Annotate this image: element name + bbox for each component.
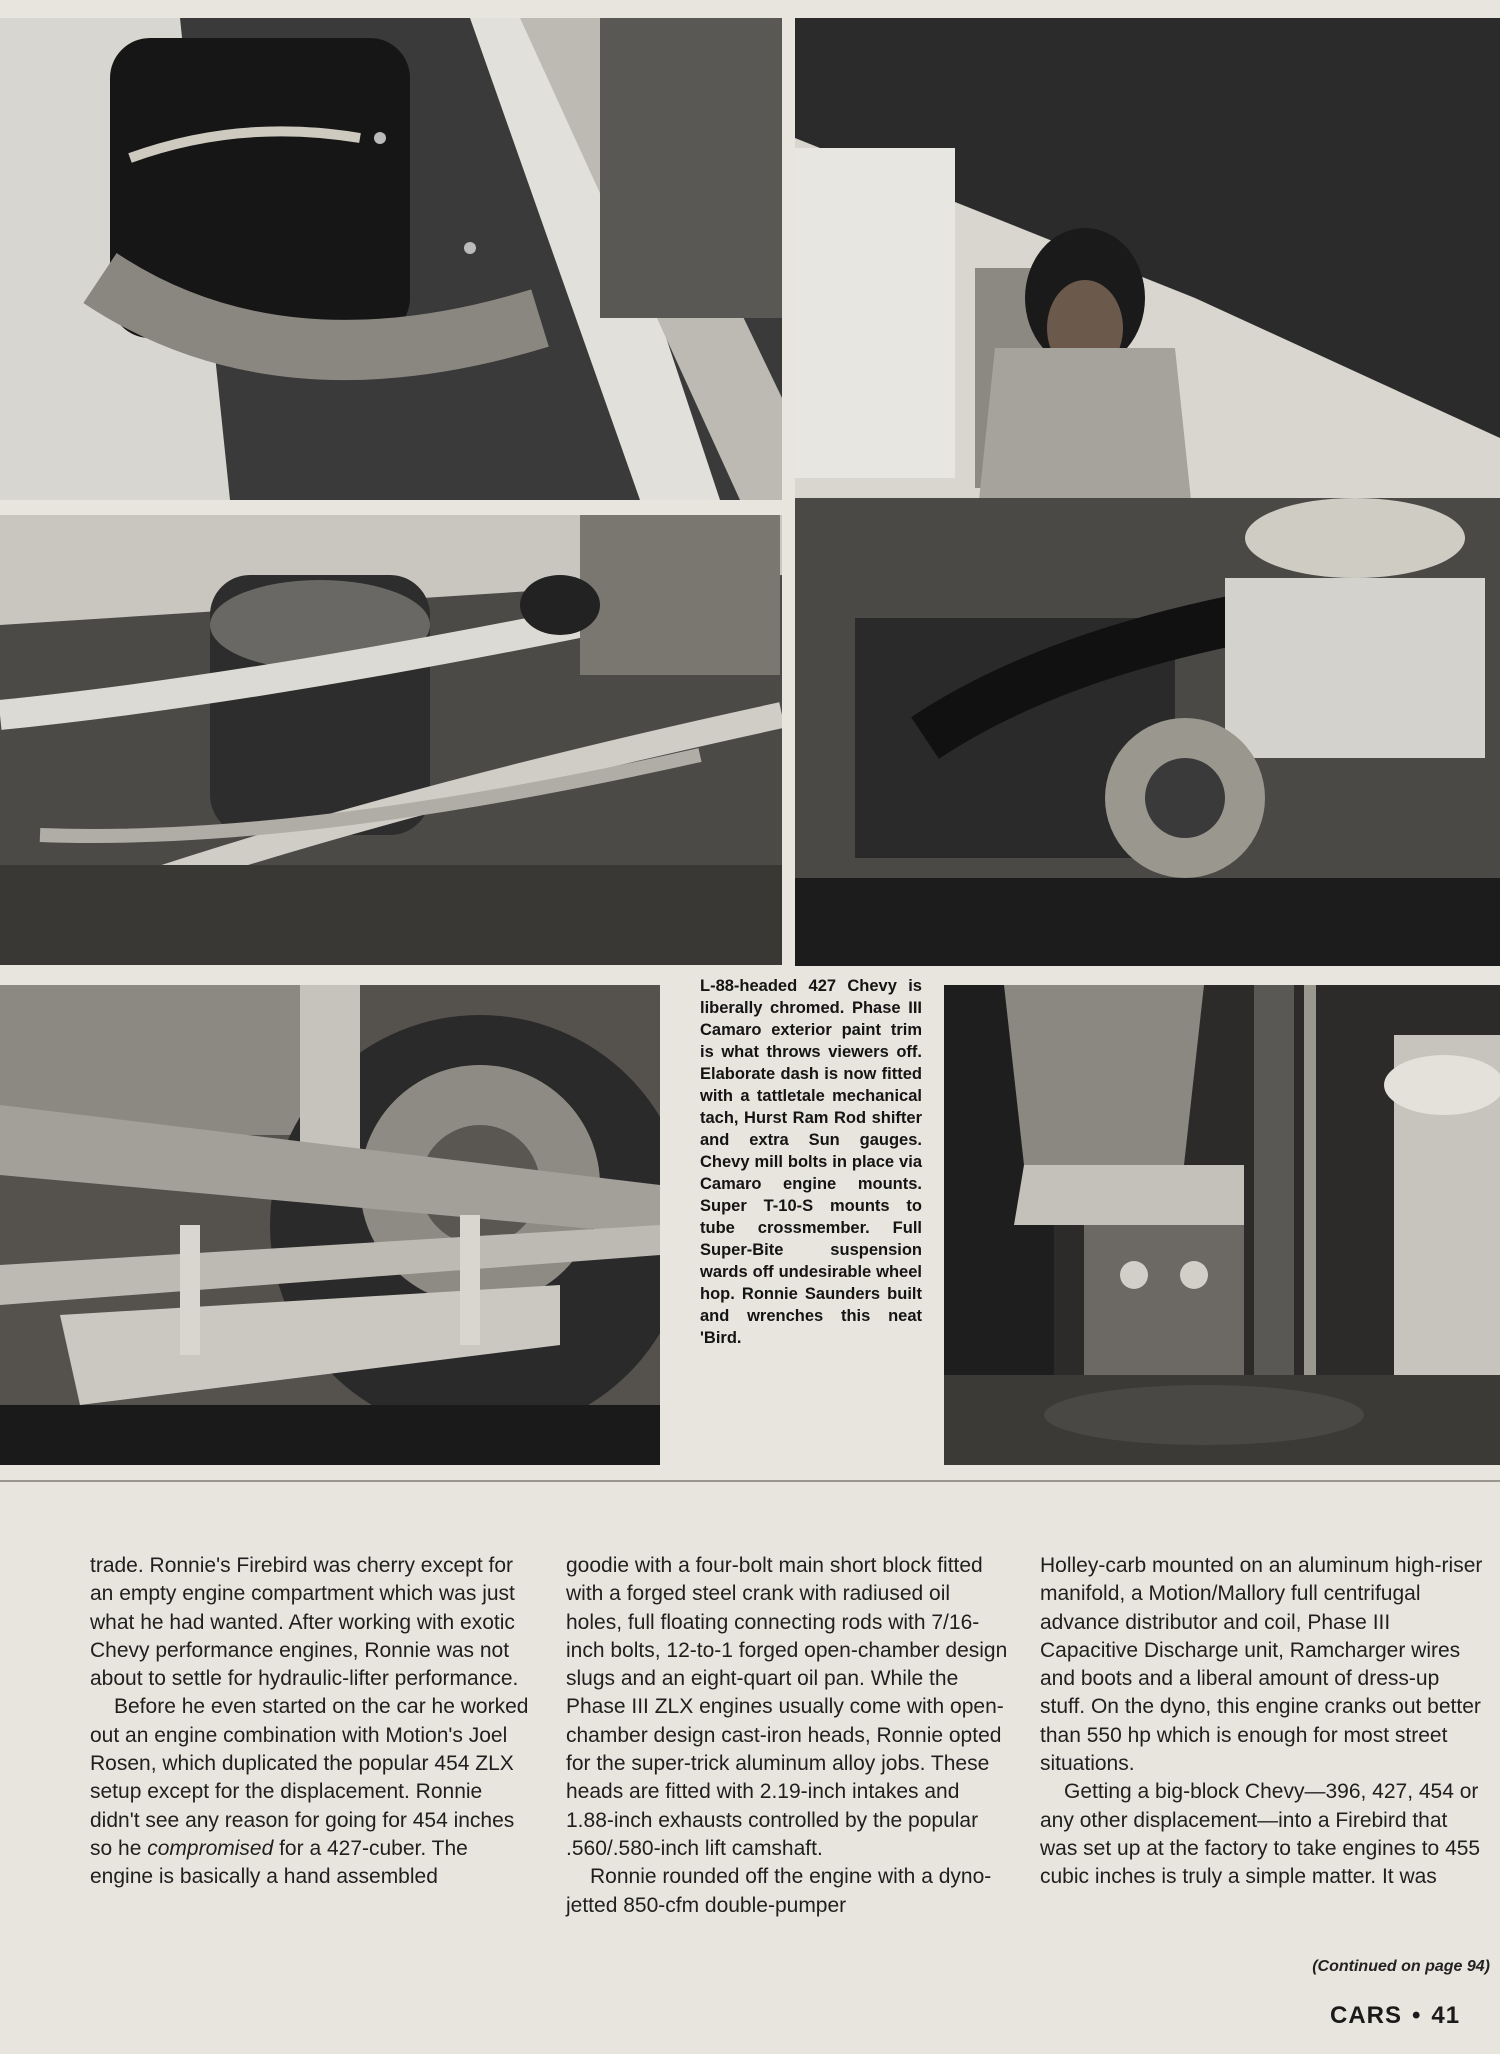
article-column-1 bbox=[90, 1552, 530, 1892]
page-number: 41 bbox=[1431, 2002, 1461, 2029]
paragraph bbox=[90, 1693, 530, 1891]
divider bbox=[0, 1480, 1500, 1482]
article-column-2 bbox=[566, 1552, 1008, 1920]
photo-engine-bay-ronnie bbox=[795, 18, 1500, 966]
photo-rear-leaf-spring bbox=[0, 985, 660, 1465]
emphasized-word: compromised bbox=[147, 1836, 274, 1860]
page-folio bbox=[1330, 2002, 1460, 2030]
photo-engine-mount bbox=[944, 985, 1500, 1465]
magazine-name: CARS bbox=[1330, 2002, 1403, 2029]
photo-front-suspension bbox=[0, 515, 782, 965]
photo-caption: L-88-headed 427 Chevy is liberally chromed. Phase III Camaro exterior paint trim is what throws viewers off. Elaborate dash is now fitted with a tattletale mechanical tach, Hurst Ram Rod shifter and extra Sun gauges. Chevy mill bolts in place via Camaro engine mounts. Super T-10-S mounts to tube crossmember. Full Super-Bite suspension wards off undesirable wheel hop. Ronnie Saunders built and wrenches this neat 'Bird. bbox=[700, 977, 922, 1347]
continued-note: (Continued on page 94) bbox=[1312, 1958, 1490, 1975]
paragraph: goodie with a four-bolt main short block fitted with a forged steel crank with radiused oil holes, full floating connecting rods with 7/16-inch bolts, 12-to-1 forged open-chamber design slugs and an eight-quart oil pan. While the Phase III ZLX engines usually come with open-chamber design cast-iron heads, Ronnie opted for the super-trick aluminum alloy jobs. These heads are fitted with 2.19-inch intakes and 1.88-inch exhausts controlled by the popular .560/.580-inch lift camshaft. bbox=[566, 1554, 1008, 1860]
article-column-3 bbox=[1040, 1552, 1488, 1892]
paragraph: Getting a big-block Chevy—396, 427, 454 or any other displacement—into a Firebird that was set up at the factory to take engines to 455 cubic inches is truly a simple matter. It was bbox=[1040, 1780, 1481, 1889]
paragraph: Holley-carb mounted on an aluminum high-riser manifold, a Motion/Mallory full centrifugal advance distributor and coil, Phase III Capacitive Discharge unit, Ramcharger wires and boots and a liberal amount of dress-up stuff. On the dyno, this engine cranks out better than 550 hp which is enough for most street situations. bbox=[1040, 1554, 1483, 1776]
text-run: Before he even started on the car he worked out an engine combination with Motion's Joel Rosen, which duplicated the popular 454 ZLX setup except for the displacement. Ronnie didn't see any reason for going for 454 inches so he bbox=[90, 1695, 529, 1860]
paragraph: trade. Ronnie's Firebird was cherry except for an empty engine compartment which was just what he had wanted. After working with exotic Chevy performance engines, Ronnie was not about to settle for hydraulic-lifter performance. bbox=[90, 1554, 519, 1691]
folio-separator: • bbox=[1412, 2002, 1422, 2029]
paragraph: Ronnie rounded off the engine with a dyno-jetted 850-cfm double-pumper bbox=[566, 1865, 992, 1917]
text-run: for a 427-cuber. The engine is basically a hand assembled bbox=[90, 1836, 468, 1889]
photo-oil-pan bbox=[0, 18, 782, 500]
